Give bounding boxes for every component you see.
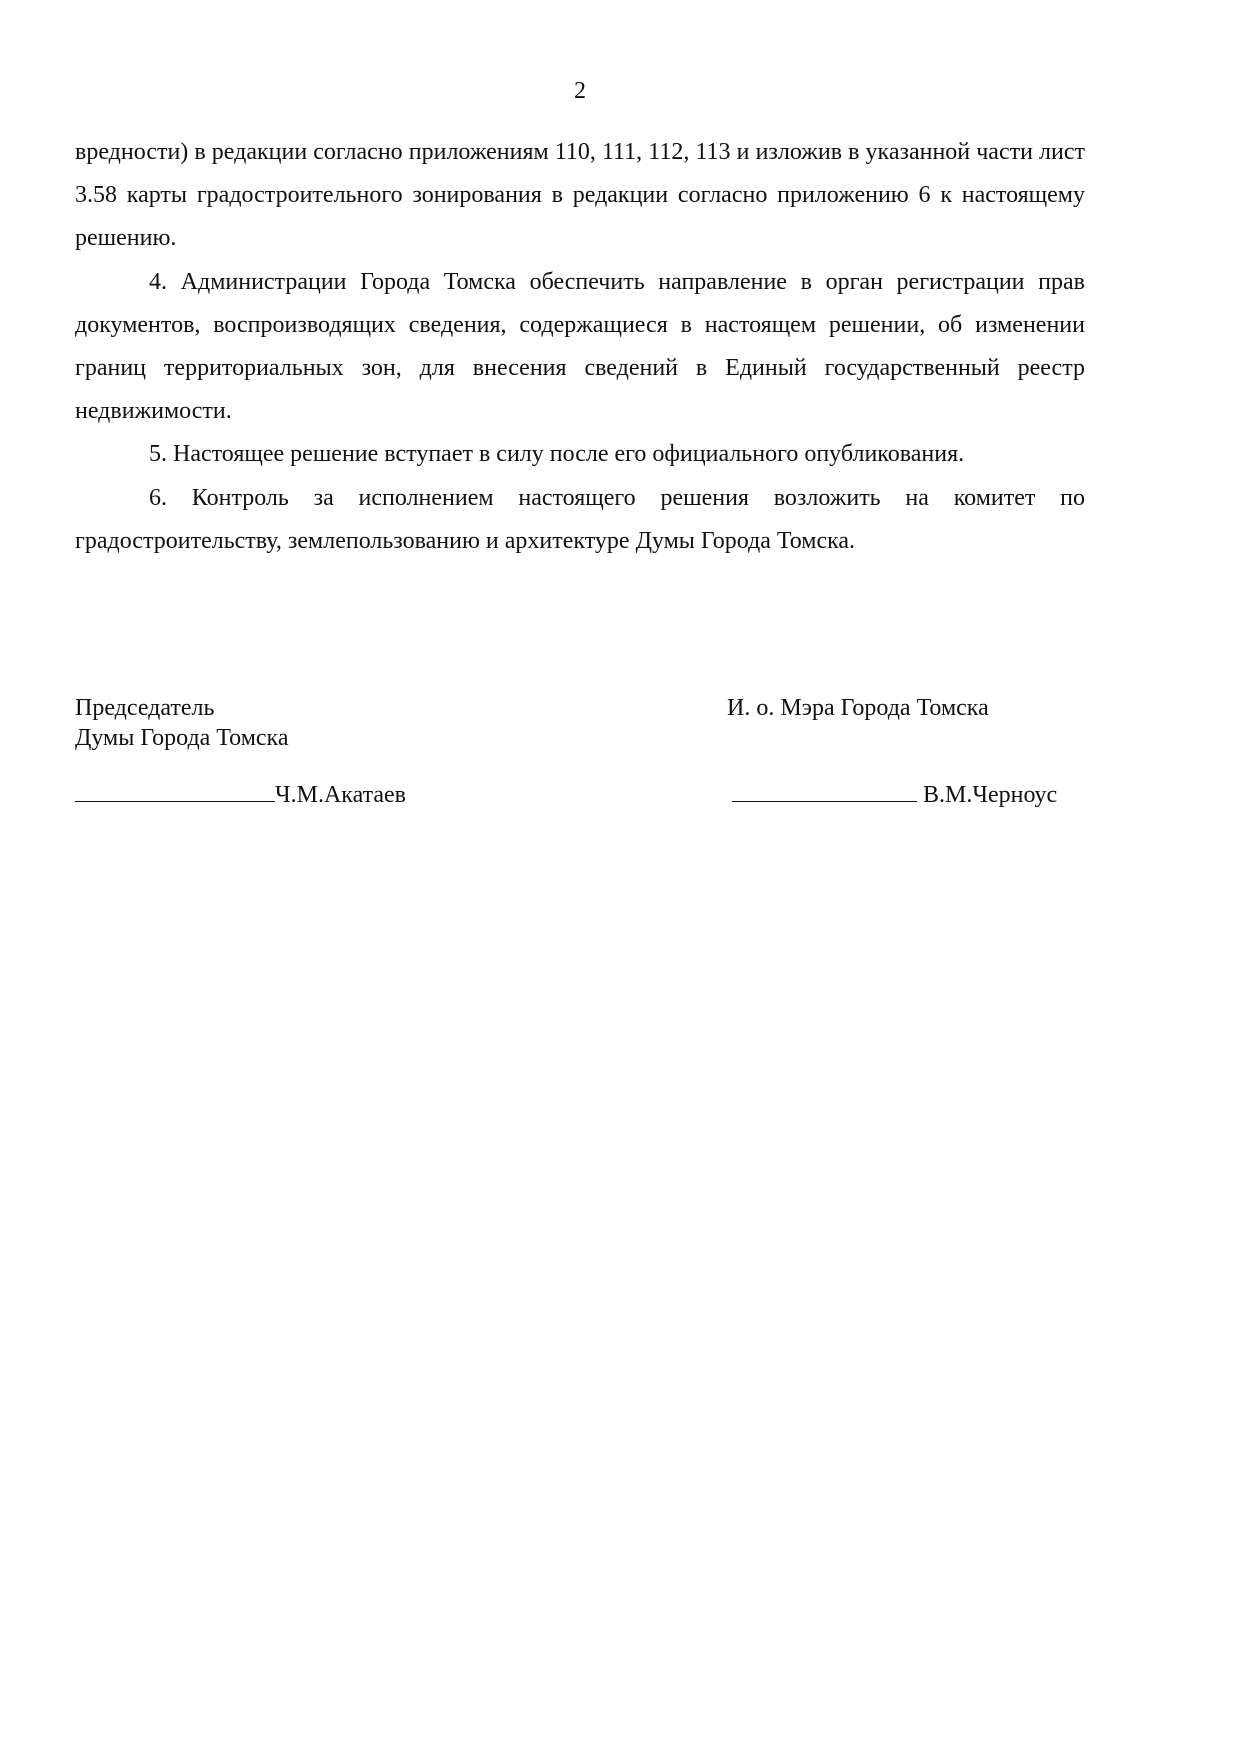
paragraph-item-4: 4. Администрации Города Томска обеспечить направление в орган регистрации прав документов, воспроизводящих сведения, содержащиеся в настоящем решении, об изменении границ территориальных зон, для внесения сведений в Единый государственный реестр недвижимости. [75, 268, 1085, 425]
signatory-right-title-line1: И. о. Мэра Города Томска [727, 695, 989, 721]
signature-block-right [732, 779, 1057, 810]
paragraph-item-5: 5. Настоящее решение вступает в силу после его официального опубликования. [149, 441, 965, 468]
paragraph-continuation: вредности) в редакции согласно приложениям 110, 111, 112, 113 и изложив в указанной части лист 3.58 карты градостроительного зонирования в редакции согласно приложению 6 к настоящему решению. [75, 139, 1085, 252]
signature-line-right [732, 779, 917, 802]
signatory-right-title [727, 693, 989, 723]
page-number: 2 [574, 78, 586, 104]
signatory-left-name: Ч.М.Акатаев [275, 782, 407, 808]
signatory-right-name: В.М.Черноус [923, 782, 1058, 808]
signatory-left-title [75, 693, 289, 753]
signature-line-left [75, 779, 275, 802]
signatory-left-title-line2: Думы Города Томска [75, 725, 289, 751]
signature-block-left [75, 779, 406, 810]
document-body [75, 131, 1085, 563]
paragraph-item-6: 6. Контроль за исполнением настоящего решения возложить на комитет по градостроительству, землепользованию и архитектуре Думы Города Томска. [75, 484, 1085, 554]
signatory-left-title-line1: Председатель [75, 695, 215, 721]
